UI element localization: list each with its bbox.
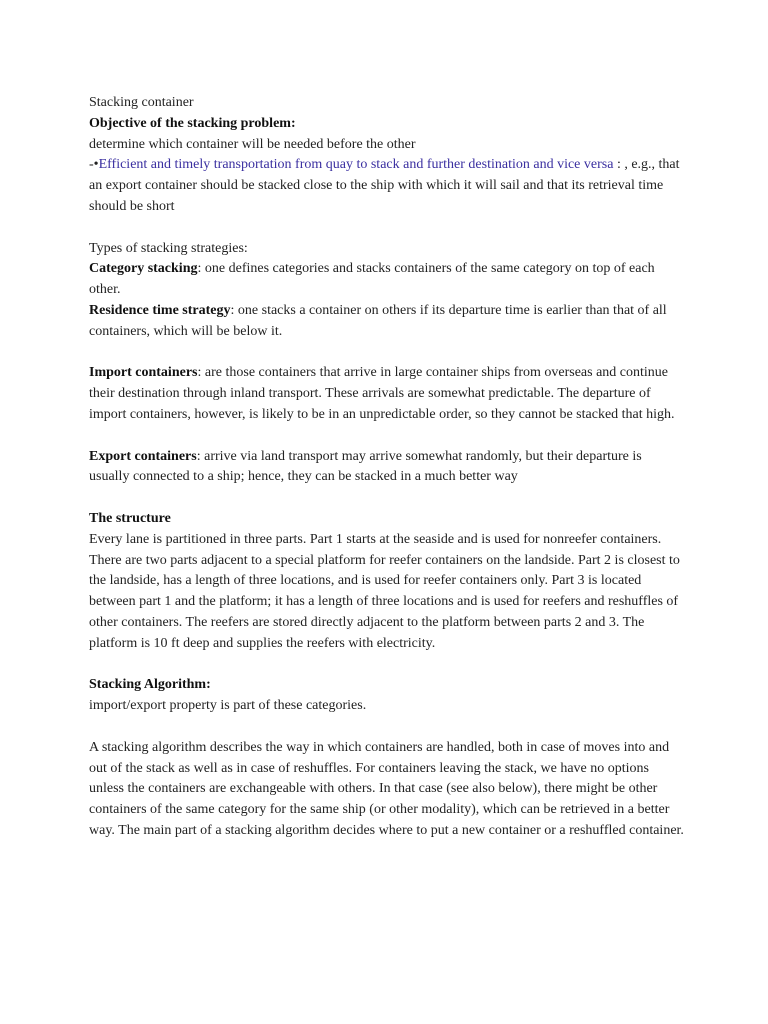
algorithm-heading: Stacking Algorithm: [89,677,211,693]
paragraph-gap [89,488,684,509]
export-text: : arrive via land transport may arrive somewhat randomly, but their departure is usually connected to a ship; hence, they can be stacked in a much better way [89,448,642,485]
document-page [89,93,684,842]
structure-text: Every lane is partitioned in three parts. Part 1 starts at the seaside and is used for nonreefer containers. There are two parts adjacent to a special platform for reefer containers on the landside. Part 2 is closest to the landside, has a length of three locations, and is used for reefer containers only. Part 3 is located between part 1 and the platform; it has a length of three locations and is used for reefers and reshuffles of other containers. The reefers are stored directly adjacent to the platform between parts 2 and 3. The platform is 10 ft deep and supplies the reefers with electricity. [89,531,680,651]
objective-text: determine which container will be needed before the other [89,136,416,152]
objective-heading: Objective of the stacking problem: [89,115,296,131]
import-text: : are those containers that arrive in large container ships from overseas and continue their destination through inland transport. These arrivals are somewhat predictable. The departure of import containers, however, is likely to be in an unpredictable order, so they cannot be stacked that high. [89,365,675,422]
bullet-paragraph [89,155,684,217]
export-paragraph [89,447,684,489]
category-paragraph [89,259,684,301]
algorithm-note: import/export property is part of these categories. [89,698,367,714]
paragraph-gap [89,343,684,364]
paragraph-gap [89,655,684,676]
bullet-link-text[interactable]: Efficient and timely transportation from quay to stack and further destination and vice versa [98,157,614,173]
category-label: Category stacking [89,261,198,277]
paragraph-gap [89,717,684,738]
paragraph-gap [89,426,684,447]
algorithm-text: A stacking algorithm describes the way in which containers are handled, both in case of moves into and out of the stack as well as in case of reshuffles. For containers leaving the stack, we have no options unless the containers are exchangeable with others. In that case (see also below), there might be other containers of the same category for the same ship (or other modality), which can be retrieved in a better way. The main part of a stacking algorithm decides where to put a new container or a reshuffled container. [89,739,684,838]
bullet-marker: -• [89,157,99,173]
import-label: Import containers [89,365,198,381]
export-label: Export containers [89,448,197,464]
structure-heading: The structure [89,510,171,526]
import-paragraph [89,363,684,425]
document-title: Stacking container [89,95,194,110]
residence-paragraph [89,301,684,343]
category-text: : one defines categories and stacks containers of the same category on top of each other. [89,261,655,298]
paragraph-gap [89,218,684,239]
types-heading: Types of stacking strategies: [89,240,248,256]
residence-label: Residence time strategy [89,302,231,318]
bullet-rest-text: : , e.g., that an export container should be stacked close to the ship with which it will sail and that its retrieval time should be short [89,157,680,214]
residence-text: : one stacks a container on others if its departure time is earlier than that of all containers, which will be below it. [89,302,667,339]
